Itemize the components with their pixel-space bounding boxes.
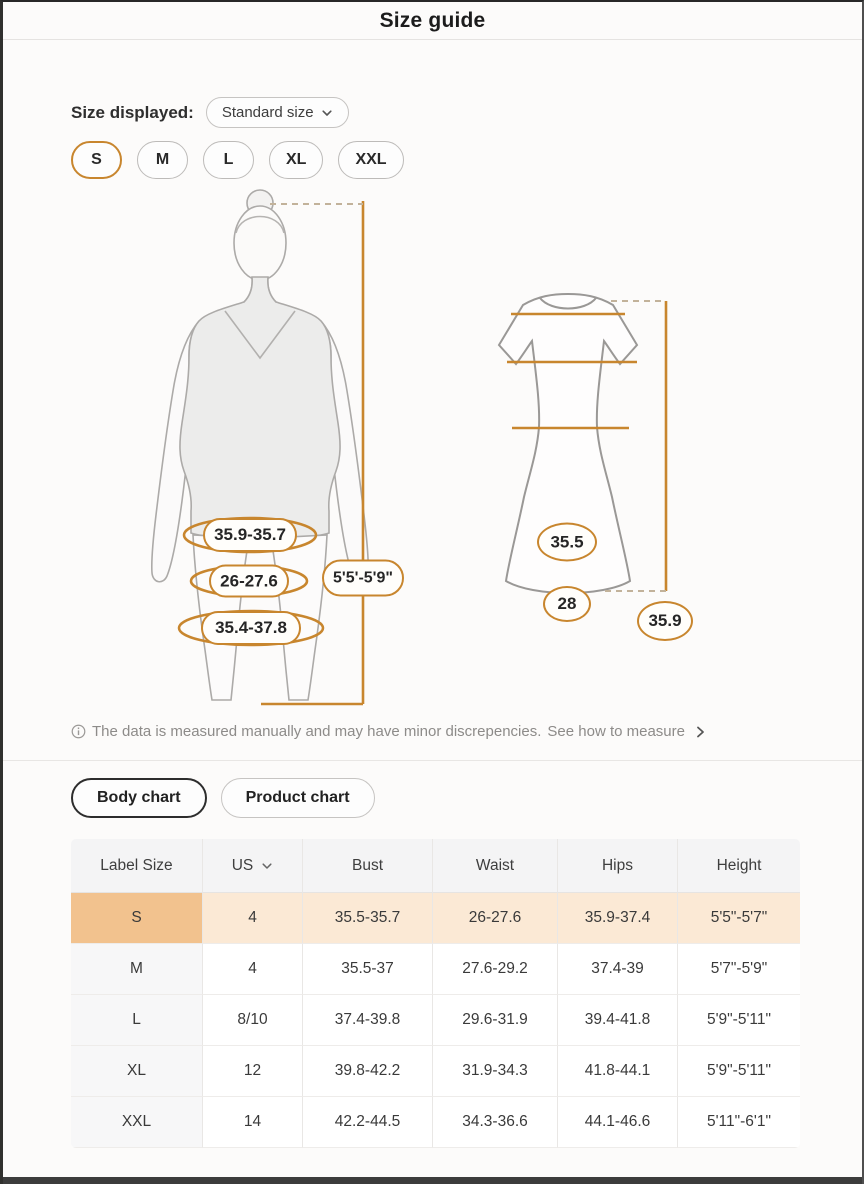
body-hips-badge: 35.4-37.8: [201, 611, 301, 645]
size-displayed-row: [71, 97, 862, 128]
size-pill-s[interactable]: S: [71, 141, 122, 179]
dress-length-badge: 35.9: [637, 601, 693, 641]
info-circle-icon: [71, 724, 86, 739]
cell-waist: 31.9-34.3: [433, 1046, 558, 1097]
cell-us: 4: [203, 944, 303, 995]
size-pill-row: [71, 141, 862, 179]
how-to-measure-link[interactable]: See how to measure: [547, 723, 685, 740]
cell-height: 5'9"-5'11": [678, 995, 800, 1046]
cell-waist: 34.3-36.6: [433, 1097, 558, 1148]
cell-us: 4: [203, 893, 303, 944]
tab-product-chart[interactable]: Product chart: [221, 778, 375, 818]
header: [3, 2, 862, 33]
table-row[interactable]: [71, 893, 800, 944]
cell-hips: 37.4-39: [558, 944, 678, 995]
size-standard-dropdown[interactable]: [206, 97, 349, 128]
cell-bust: 37.4-39.8: [303, 995, 433, 1046]
table-row[interactable]: [71, 944, 800, 995]
cell-bust: 35.5-35.7: [303, 893, 433, 944]
diagram-artwork: [3, 185, 864, 715]
measure-note-row: [71, 723, 862, 740]
chevron-down-icon: [261, 860, 273, 872]
size-pill-m[interactable]: M: [137, 141, 188, 179]
dress-waist-badge: 28: [543, 586, 591, 622]
table-row[interactable]: [71, 1046, 800, 1097]
cell-us: 14: [203, 1097, 303, 1148]
col-header-height: Height: [678, 839, 800, 893]
cell-waist: 26-27.6: [433, 893, 558, 944]
cell-us: 12: [203, 1046, 303, 1097]
table-header-row: [71, 839, 800, 893]
section-divider: [3, 760, 862, 761]
size-displayed-label: Size displayed:: [71, 102, 194, 122]
col-header-hips: Hips: [558, 839, 678, 893]
cell-hips: 35.9-37.4: [558, 893, 678, 944]
cell-hips: 44.1-46.6: [558, 1097, 678, 1148]
cell-us: 8/10: [203, 995, 303, 1046]
col-header-waist: Waist: [433, 839, 558, 893]
header-divider: [3, 39, 862, 40]
tab-body-chart[interactable]: Body chart: [71, 778, 207, 818]
body-waist-badge: 26-27.6: [209, 565, 289, 598]
cell-height: 5'5"-5'7": [678, 893, 800, 944]
cell-label-size: XL: [71, 1046, 203, 1097]
cell-bust: 35.5-37: [303, 944, 433, 995]
cell-label-size: S: [71, 893, 203, 944]
bottom-edge-bar: [3, 1177, 862, 1184]
size-pill-xl[interactable]: XL: [269, 141, 323, 179]
cell-waist: 27.6-29.2: [433, 944, 558, 995]
col-header-bust: Bust: [303, 839, 433, 893]
measurement-diagrams: [3, 185, 864, 715]
cell-height: 5'7"-5'9": [678, 944, 800, 995]
chart-tabs: [71, 778, 862, 818]
cell-label-size: L: [71, 995, 203, 1046]
size-standard-value: Standard size: [221, 104, 314, 121]
body-bust-badge: 35.9-35.7: [203, 518, 297, 552]
table-row[interactable]: [71, 995, 800, 1046]
table-row[interactable]: [71, 1097, 800, 1148]
cell-height: 5'9"-5'11": [678, 1046, 800, 1097]
cell-bust: 42.2-44.5: [303, 1097, 433, 1148]
cell-label-size: XXL: [71, 1097, 203, 1148]
dress-bust-badge: 35.5: [537, 523, 597, 562]
col-header-us[interactable]: US: [203, 839, 303, 893]
cell-bust: 39.8-42.2: [303, 1046, 433, 1097]
size-table: [71, 839, 800, 1148]
cell-waist: 29.6-31.9: [433, 995, 558, 1046]
size-pill-l[interactable]: L: [203, 141, 254, 179]
col-header-label-size: Label Size: [71, 839, 203, 893]
page-title: Size guide: [379, 9, 486, 32]
chevron-right-icon[interactable]: [693, 725, 707, 739]
chevron-down-icon: [321, 107, 333, 119]
cell-label-size: M: [71, 944, 203, 995]
cell-hips: 39.4-41.8: [558, 995, 678, 1046]
cell-hips: 41.8-44.1: [558, 1046, 678, 1097]
measure-note-text: The data is measured manually and may have minor discrepencies.: [92, 723, 542, 740]
cell-height: 5'11"-6'1": [678, 1097, 800, 1148]
body-height-badge: 5'5'-5'9": [322, 560, 404, 597]
size-pill-xxl[interactable]: XXL: [338, 141, 403, 179]
